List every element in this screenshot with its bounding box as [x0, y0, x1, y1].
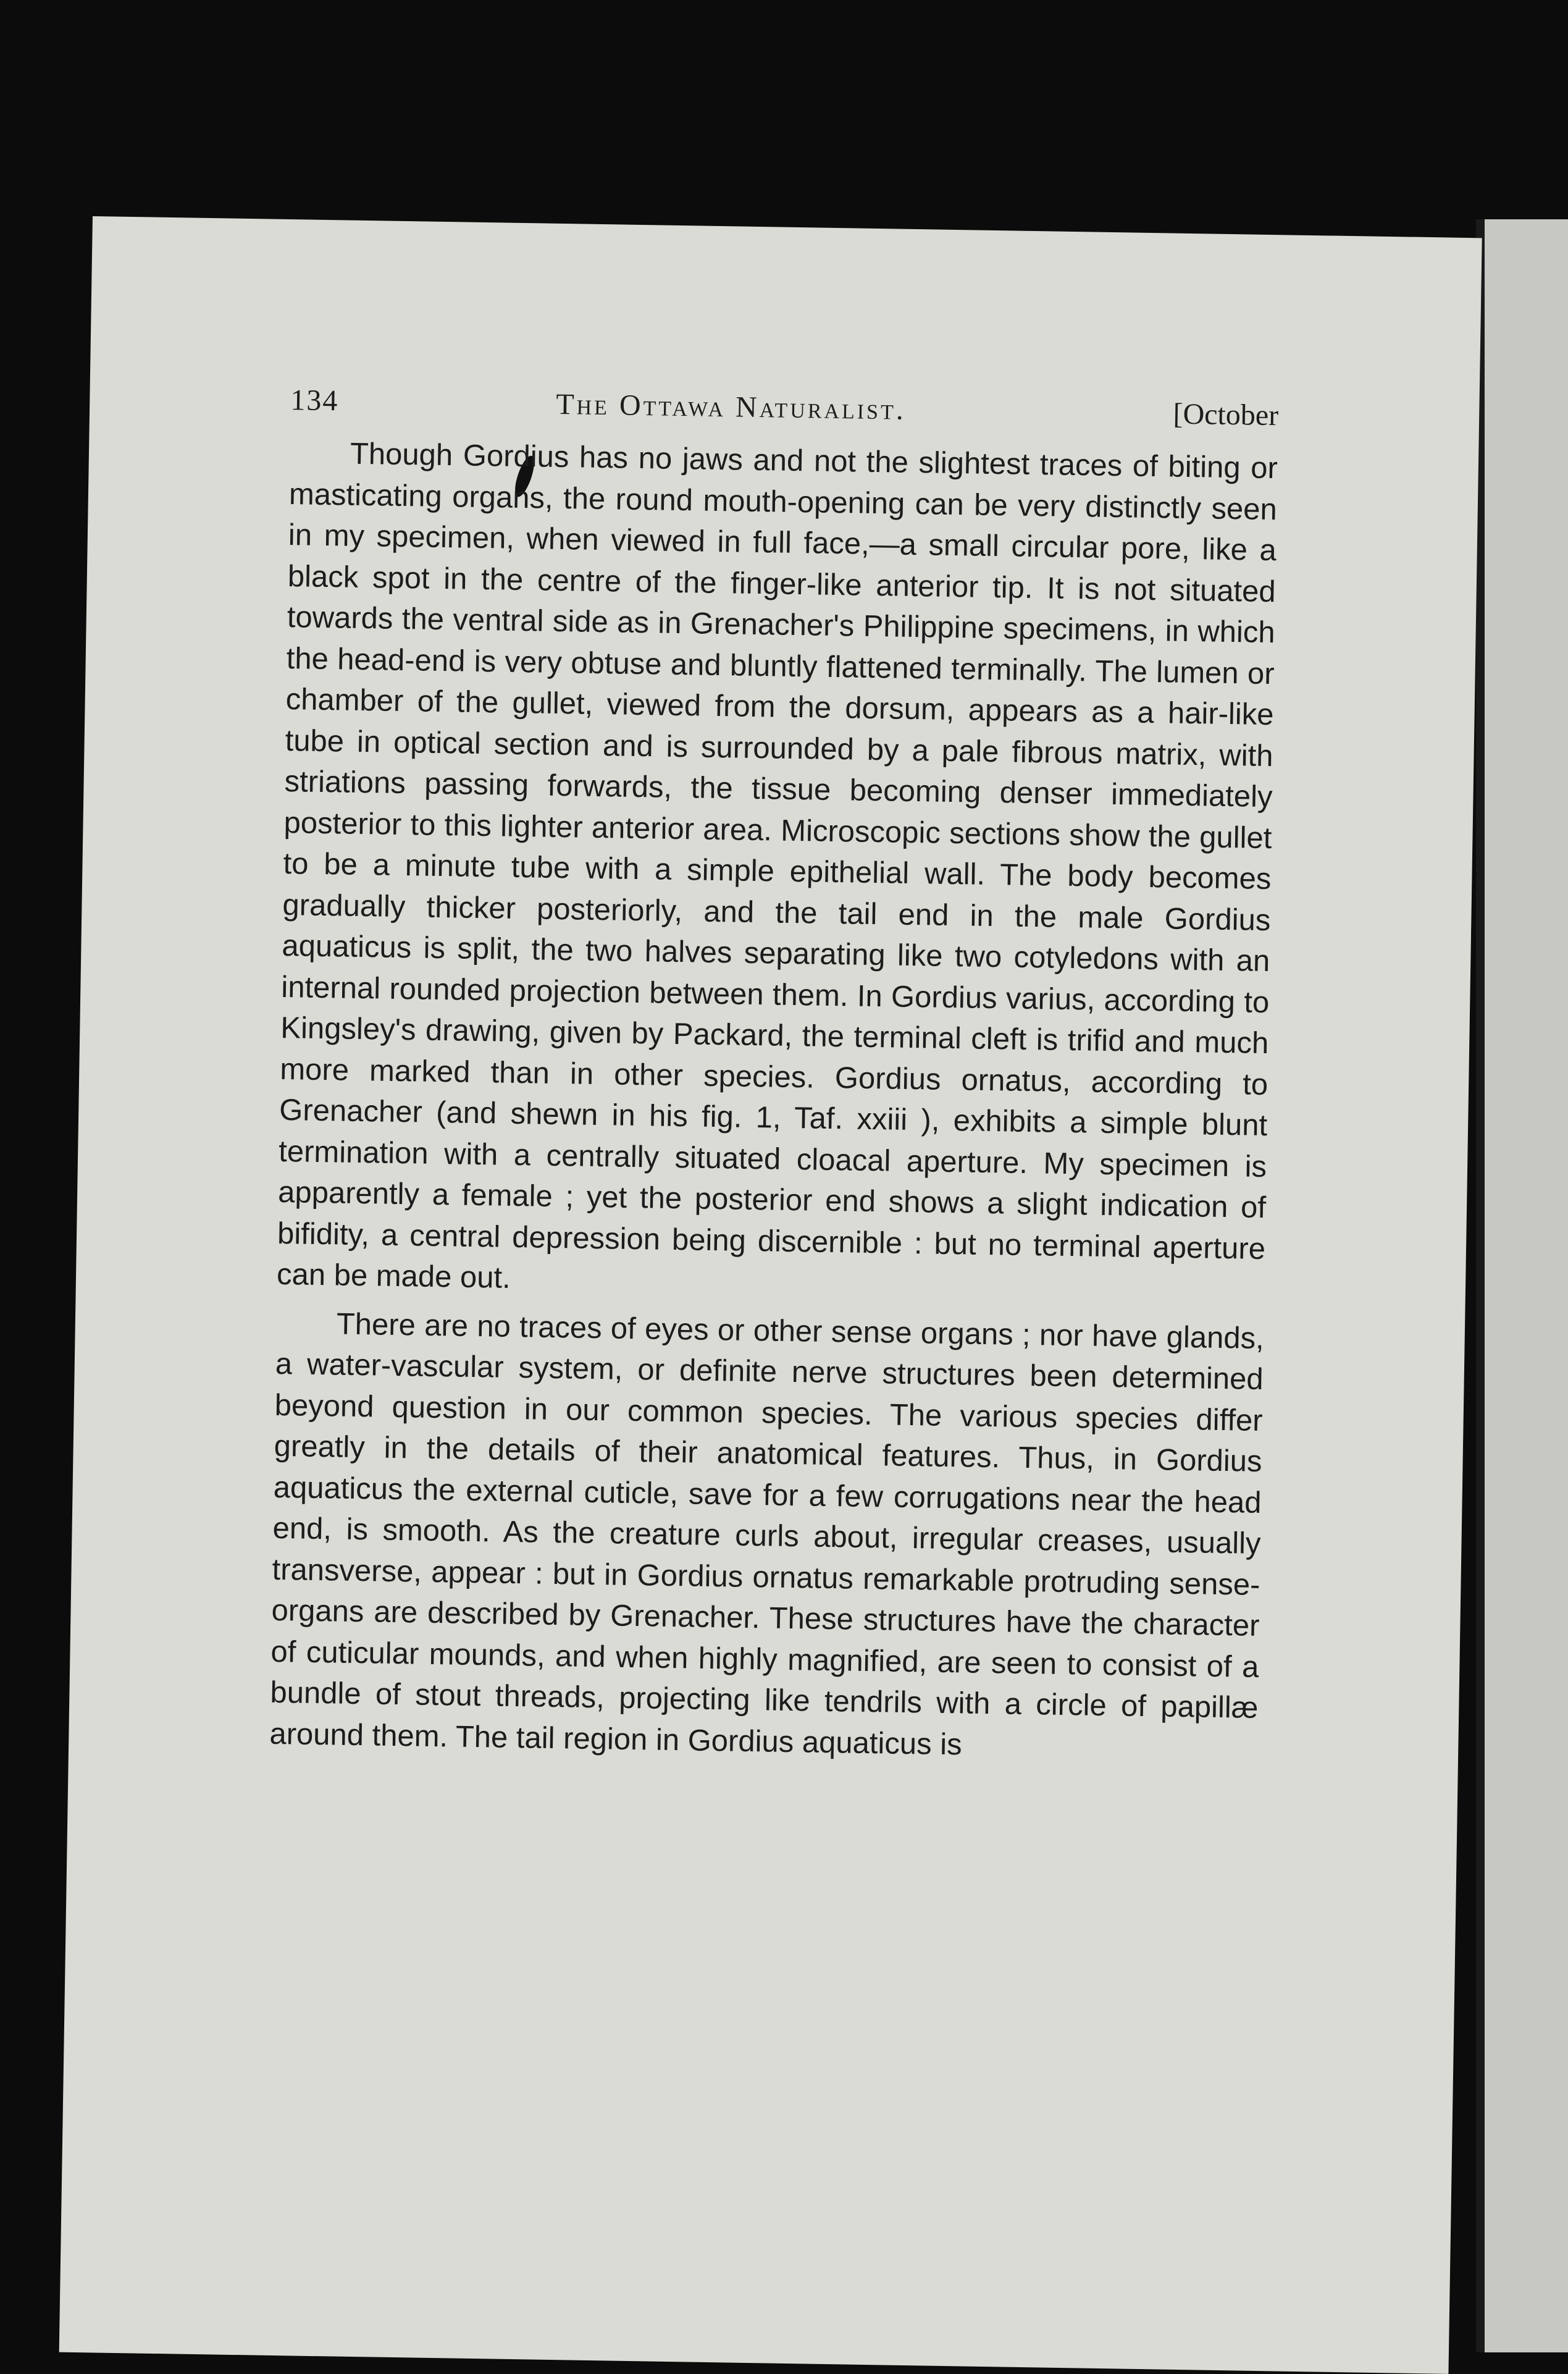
scanned-page	[59, 216, 1482, 2374]
issue-month: [October	[1173, 397, 1279, 432]
page-gutter-shadow	[1476, 219, 1485, 2352]
page-number: 134	[290, 384, 339, 418]
journal-title: The Ottawa Naturalist.	[555, 387, 907, 426]
paragraph-2: There are no traces of eyes or other sense organs ; nor have glands, a water-vascular system, or definite nerve structures been determined beyond question in our common species. The various species differ greatly in the details of their anatomical features. Thus, in Gordius aquaticus the external cuticle, save for a few corrugations near the head end, is smooth. As the creature curls about, irregular creases, usually transverse, appear : but in Gordius ornatus remarkable protruding sense-organs are described by Grenacher. These structures have the character of cuticular mounds, and when highly magnified, are seen to consist of a bundle of stout threads, projecting like tendrils with a circle of papillæ around them. The tail region in Gordius aquaticus is	[269, 1307, 1265, 1761]
article-body	[269, 432, 1278, 1770]
paragraph-1: Though Gordius has no jaws and not the slightest traces of biting or masticating organs, the round mouth-opening can be very distinctly seen in my specimen, when viewed in full face,—a small circular pore, like a black spot in the centre of the finger-like anterior tip. It is not situated towards the ventral side as in Grenacher's Philippine specimens, in which the head-end is very obtuse and bluntly flattened terminally. The lumen or chamber of the gullet, viewed from the dorsum, appears as a hair-like tube in optical section and is surrounded by a pale fibrous matrix, with striations passing forwards, the tissue becoming denser immediately posterior to this lighter anterior area. Microscopic sections show the gullet to be a minute tube with a simple epithelial wall. The body becomes gradually thicker posteriorly, and the tail end in the male Gordius aquaticus is split, the two halves separating like two cotyledons with an internal rounded projection between them. In Gordius varius, according to Kingsley's drawing, given by Packard, the terminal cleft is trifid and much more marked than in other species. Gordius ornatus, according to Grenacher (and shewn in his fig. 1, Taf. xxiii ), exhibits a simple blunt termination with a centrally situated cloacal aperture. My specimen is apparently a female ; yet the posterior end shows a slight indication of bifidity, a central depression being discernible : but no terminal aperture can be made out.	[276, 437, 1278, 1295]
running-header	[290, 383, 1279, 442]
adjacent-page-edge	[1479, 219, 1568, 2352]
